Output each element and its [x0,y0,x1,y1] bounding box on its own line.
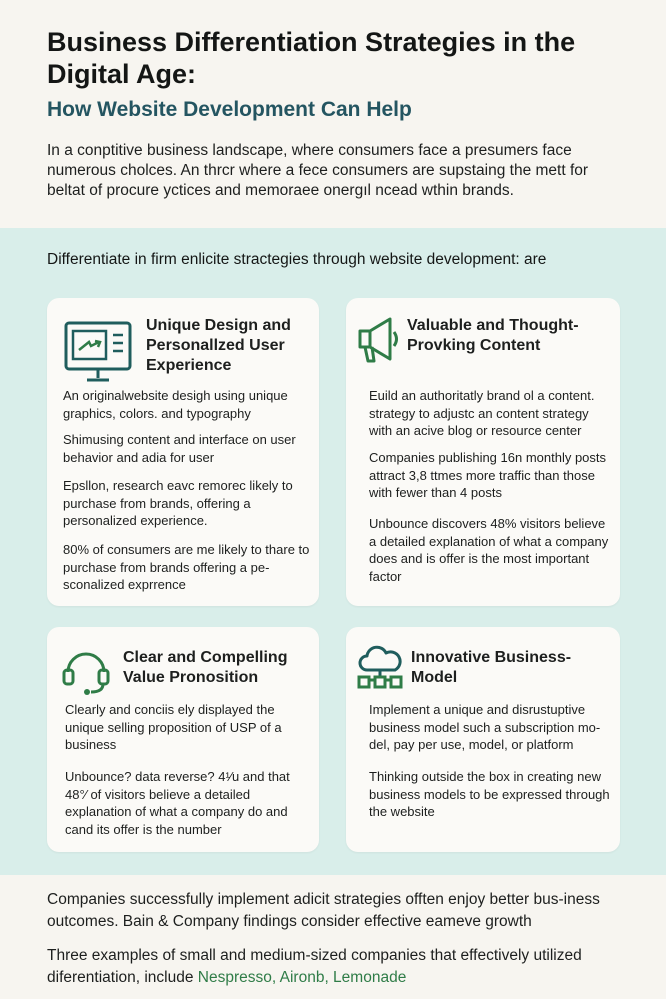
headset-icon [61,644,111,701]
card-title: Unique Design and Personallzed User Experience [146,317,291,374]
monitor-icon [63,320,133,391]
card-paragraph: Companies publishing 16n monthly posts attract 3,8 ttmes more traffic than those with fewer than 4 posts [369,450,607,500]
card-paragraph: Shimusing content and interface on user behavior and adia for user [63,432,296,465]
cloud-network-icon [355,644,405,701]
card-title: Valuable and Thought-Provking Content [407,317,579,354]
examples-paragraph [47,945,637,989]
card-paragraph: Epsllon, research eavc remorec likely to purchase from brands, offering a personalized experience. [63,478,293,528]
card-paragraph: Unbounce? data reverse? 4¹⁄u and that 48°⁄ of visitors believe a detailed explanation of what a company do and cand its offer is the number [65,769,290,837]
card-paragraph: Euild an authoritatly brand ol a content. strategy to adjustc an content strategy with an acive blog or resource center [369,388,595,438]
card-title: Innovative Business-Model [411,649,572,686]
company-examples: Nespresso, Aironb, Lemonade [197,969,407,986]
card-paragraph: 80% of consumers are me likely to thare to purchase from brands offering a pe-sconalized exprrence [63,542,310,592]
card-paragraph: Implement a unique and disrustuptive business model such a subscription mo-del, pay per use, model, or platform [369,702,601,752]
intro-paragraph: In a conptitive business landscape, where consumers face a presumers face numerous cholces. An thrcr where a fece consumers are supstaing the mett for beltat of procure yctices and memoraee onergıl ncead wthin brands. [47,142,589,199]
page-subtitle: How Website Development Can Help [47,98,412,121]
card-paragraph: An originalwebsite desigh using unique graphics, colors. and typography [63,388,288,421]
card-title: Clear and Compelling Value Pronosition [123,649,288,686]
closing-paragraph: Companies successfully implement adicit strategies offten enjoy better bus-iness outcomes. Bain & Company findings consider effective eameve growth [47,891,600,930]
strategies-heading: Differentiate in firm enlicite stractegies through website development: are [47,251,547,268]
card-paragraph: Clearly and conciis ely displayed the unique selling proposition of USP of a business [65,702,282,752]
card-paragraph: Unbounce discovers 48% visitors believe a detailed explanation of what a company does and is offer is the most important factor [369,516,609,584]
card-paragraph: Thinking outside the box in creating new business models to be expressed through the website [369,769,610,819]
megaphone-icon [356,313,402,372]
examples-text: Three examples of small and medium-sized companies that effectively utilized diferentiation, include [47,947,582,986]
page-title: Business Differentiation Strategies in the Digital Age: [47,27,576,89]
